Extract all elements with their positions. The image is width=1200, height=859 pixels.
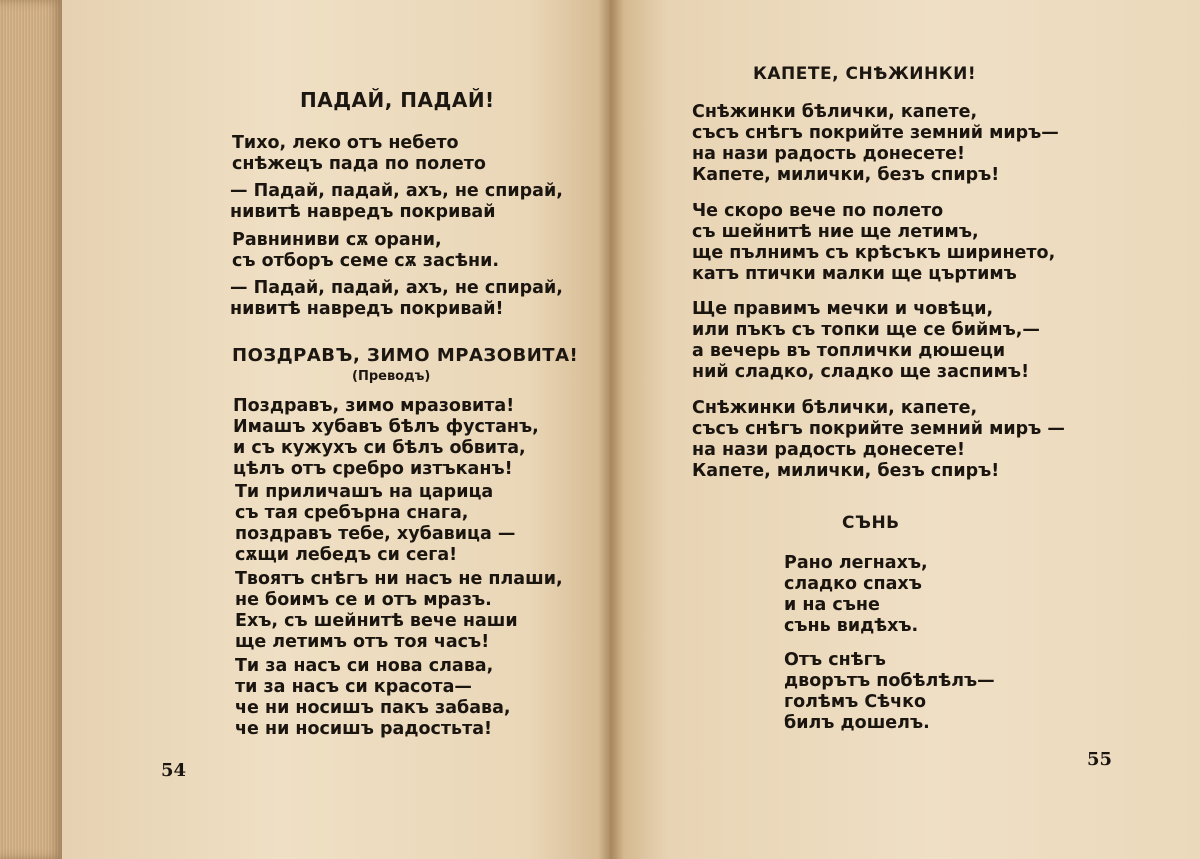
poem-line: Капете, милички, безъ спиръ! <box>692 165 1000 185</box>
poem-line: — Падай, падай, ахъ, не спирай, <box>230 278 563 298</box>
poem-line: или пъкъ съ топки ще се биймъ,— <box>692 320 1040 340</box>
poem-line: Равниниви сѫ орани, <box>232 230 442 250</box>
stanza <box>230 278 563 320</box>
stanza <box>232 133 486 175</box>
poem-line: Твоятъ снѣгъ ни насъ не плаши, <box>235 569 563 589</box>
poem-line: че ни носишъ радостьта! <box>235 719 493 739</box>
page-number: 54 <box>161 760 187 781</box>
poem-line: нивитѣ навредъ покривай <box>230 202 496 222</box>
poem-line: Поздравъ, зимо мразовита! <box>233 396 515 416</box>
stanza <box>235 482 515 566</box>
poem-line: Че скоро вече по полето <box>692 201 944 221</box>
poem-title: СЪНЬ <box>842 513 900 533</box>
poem-line: на нази радость донесете! <box>692 440 965 460</box>
poem-line: билъ дошелъ. <box>784 713 930 733</box>
poem-line: на нази радость донесете! <box>692 144 965 164</box>
stanza <box>235 569 563 653</box>
poem-subtitle: (Преводъ) <box>352 369 431 384</box>
poem-line: дворътъ побѣлѣлъ— <box>784 671 995 691</box>
poem-line: Капете, милички, безъ спиръ! <box>692 461 1000 481</box>
poem-line: катъ птички малки ще църтимъ <box>692 264 1017 284</box>
stanza <box>692 398 1065 482</box>
poem-line: Снѣжинки бѣлички, капете, <box>692 398 978 418</box>
poem-line: че ни носишъ пакъ забава, <box>235 698 511 718</box>
poem-line: ний сладко, сладко ще заспимъ! <box>692 362 1030 382</box>
poem-line: и съ кужухъ си бѣлъ обвита, <box>233 438 526 458</box>
stanza <box>233 396 539 480</box>
stanza <box>235 656 511 740</box>
stanza <box>692 102 1059 186</box>
poem-line: не боимъ се и отъ мразъ. <box>235 590 492 610</box>
poem-line: съ тая сребърна снага, <box>235 503 469 523</box>
poem-line: ще пълнимъ съ крѣсъкъ ширинето, <box>692 243 1056 263</box>
poem-line: и на съне <box>784 595 880 615</box>
poem-line: голѣмъ Сѣчко <box>784 692 927 712</box>
poem-line: а вечерь въ топлички дюшеци <box>692 341 1006 361</box>
poem-line: съсъ снѣгъ покрийте земний миръ — <box>692 419 1065 439</box>
poem-line: — Падай, падай, ахъ, не спирай, <box>230 181 563 201</box>
poem-line: Рано легнахъ, <box>784 553 928 573</box>
poem-title: КАПЕТЕ, СНѢЖИНКИ! <box>753 64 977 84</box>
poem-line: сънь видѣхъ. <box>784 616 919 636</box>
poem-line: Тихо, леко отъ небето <box>232 133 459 153</box>
page-number: 55 <box>1087 749 1113 770</box>
poem-line: Имашъ хубавъ бѣлъ фустанъ, <box>233 417 539 437</box>
poem-line: съ отборъ семе сѫ засѣни. <box>232 251 500 271</box>
poem-line: цѣлъ отъ сребро изтъканъ! <box>233 459 513 479</box>
stanza <box>784 650 995 734</box>
stanza <box>692 299 1040 383</box>
poem-line: нивитѣ навредъ покривай! <box>230 299 504 319</box>
poem-line: Отъ снѣгъ <box>784 650 886 670</box>
poem-line: съ шейнитѣ ние ще летимъ, <box>692 222 979 242</box>
poem-line: Снѣжинки бѣлички, капете, <box>692 102 978 122</box>
poem-line: сѫщи лебедъ си сега! <box>235 545 458 565</box>
stanza <box>230 181 563 223</box>
book-gutter <box>598 0 624 859</box>
poem-line: Ехъ, съ шейнитѣ вече наши <box>235 611 518 631</box>
poem-title: ПАДАЙ, ПАДАЙ! <box>300 88 495 112</box>
poem-line: ще летимъ отъ тоя часъ! <box>235 632 490 652</box>
poem-line: Ти за насъ си нова слава, <box>235 656 494 676</box>
poem-line: съсъ снѣгъ покрийте земний миръ— <box>692 123 1059 143</box>
poem-line: Ти приличашъ на царица <box>235 482 494 502</box>
poem-line: снѣжецъ пада по полето <box>232 154 486 174</box>
stanza <box>692 201 1055 285</box>
poem-line: сладко спахъ <box>784 574 922 594</box>
page-edges <box>0 0 62 859</box>
poem-line: поздравъ тебе, хубавица — <box>235 524 516 544</box>
poem-line: Ще правимъ мечки и човѣци, <box>692 299 994 319</box>
poem-line: ти за насъ си красота— <box>235 677 472 697</box>
stanza <box>784 553 928 637</box>
stanza <box>232 230 499 272</box>
poem-title: ПОЗДРАВЪ, ЗИМО МРАЗОВИТА! <box>232 345 579 366</box>
